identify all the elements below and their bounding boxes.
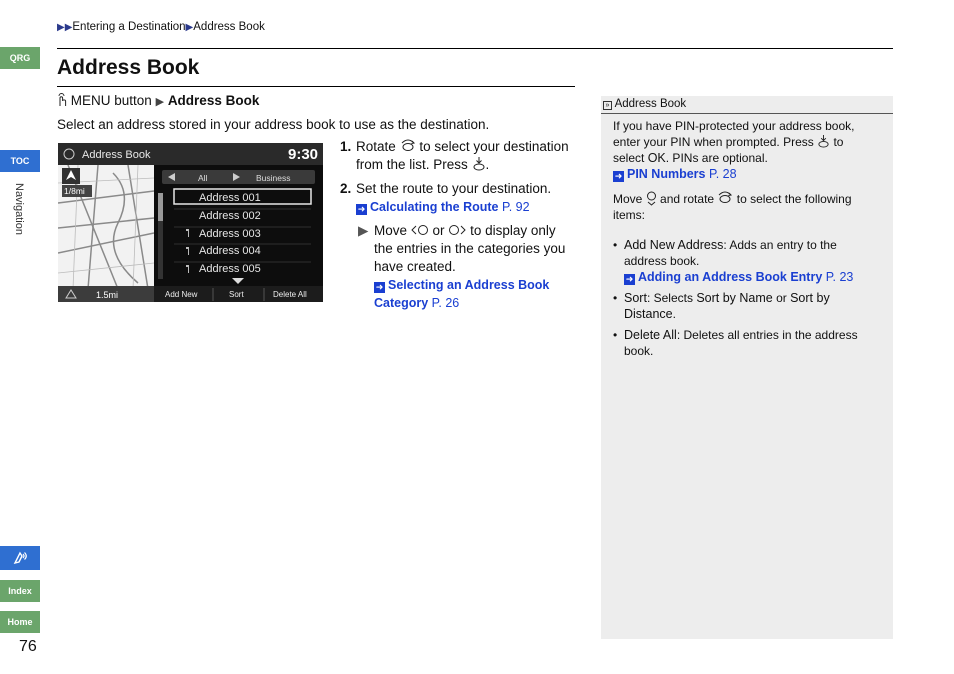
page-title: Address Book — [57, 56, 200, 79]
link-page[interactable]: P. 92 — [501, 200, 530, 214]
link-page[interactable]: P. 28 — [708, 167, 737, 181]
list-item[interactable]: Address 004 — [199, 245, 261, 257]
list-item[interactable]: Address 005 — [199, 263, 261, 275]
notes-title: Address Book — [614, 98, 687, 110]
breadcrumb — [57, 21, 265, 33]
category-all[interactable]: All — [198, 173, 208, 183]
link-page[interactable]: P. 23 — [825, 270, 854, 284]
list-item[interactable]: Address 002 — [199, 210, 261, 222]
interface-dial-icon — [717, 190, 733, 205]
sort-button[interactable]: Sort — [229, 290, 244, 299]
selecting-category-link[interactable] — [374, 278, 549, 310]
home-tab[interactable]: Home — [0, 611, 40, 633]
step-1: 1. Rotate to select your destination from the list. Press . — [340, 139, 569, 172]
note-text: or — [776, 291, 787, 305]
move-right-icon — [448, 224, 466, 236]
link-arrow-icon: ➜ — [375, 282, 384, 292]
step-text: to select your destination from the list. Press — [356, 139, 569, 172]
steps — [340, 138, 576, 312]
calculating-route-link[interactable] — [356, 200, 530, 214]
move-left-icon — [411, 224, 429, 236]
note-text: : Adds an entry to the address book. — [624, 238, 837, 268]
section-label: Navigation — [13, 183, 25, 235]
link-arrow-icon: ➜ — [625, 274, 634, 284]
menu-button-label: MENU button — [70, 93, 152, 108]
category-business[interactable]: Business — [256, 173, 291, 183]
link-text[interactable]: Selecting an Address Book Category — [374, 278, 550, 310]
note-bullet — [613, 327, 875, 359]
step-text: Rotate — [356, 139, 396, 154]
breadcrumb-arrow-icon: ▶▶ — [57, 22, 73, 33]
adding-entry-link[interactable] — [624, 270, 853, 284]
intro-text: Select an address stored in your address book to use as the destination. — [57, 117, 490, 132]
screen-title: Address Book — [82, 149, 151, 161]
breadcrumb-item-2: Address Book — [193, 21, 265, 33]
step-text: or — [432, 223, 445, 238]
step-number: 1. — [340, 139, 352, 154]
link-text[interactable]: Calculating the Route — [370, 200, 499, 214]
note-text: Move — [613, 192, 643, 206]
map-scale-bottom: 1.5mi — [96, 290, 119, 300]
delete-all-button[interactable]: Delete All — [273, 290, 307, 299]
note-text: to select — [613, 135, 844, 165]
bullet-term: Sort — [624, 291, 647, 305]
path-arrow-icon: ▶ — [155, 96, 165, 108]
qrg-tab[interactable]: QRG — [0, 47, 40, 69]
note-text: If you have PIN-protected your address book, enter your PIN when prompted. Press — [613, 119, 855, 149]
note-paragraph — [613, 190, 875, 223]
toc-tab[interactable]: TOC — [0, 150, 40, 172]
step-2 — [340, 180, 576, 216]
interface-dial-icon — [400, 138, 416, 153]
step-number: 2. — [340, 181, 352, 196]
move-down-icon — [646, 191, 657, 206]
link-page[interactable]: P. 26 — [431, 296, 460, 310]
step-2-substep — [340, 222, 576, 312]
press-dial-icon — [472, 156, 486, 171]
note-text: : Deletes all entries in the address book. — [624, 328, 858, 358]
step-text: Set the route to your destination. — [356, 181, 552, 196]
hand-press-icon — [57, 93, 67, 107]
title-divider — [57, 86, 575, 87]
index-tab[interactable]: Index — [0, 580, 40, 602]
press-dial-icon — [817, 134, 830, 148]
map-scale-top: 1/8mi — [64, 186, 85, 196]
bullet-term: Add New Address — [624, 238, 724, 252]
note-text: to select the following items: — [613, 192, 852, 222]
nav-screen-svg — [58, 143, 323, 302]
note-bullet: • Sort: Selects Sort by Name or Sort by Distance. — [613, 290, 875, 322]
note-text: : Selects — [646, 291, 693, 305]
substep-arrow-icon: ▶ — [358, 223, 369, 238]
note-marker-icon: » — [603, 101, 612, 110]
voice-command-icon — [12, 550, 28, 566]
nav-screen — [58, 143, 323, 302]
notes-body — [613, 118, 875, 364]
menu-path-target: Address Book — [167, 93, 260, 108]
bullet-term: Delete All — [624, 328, 677, 342]
breadcrumb-arrow-icon: ▶ — [185, 22, 194, 33]
list-item[interactable]: Address 003 — [199, 228, 261, 240]
sort-option: Sort by Distance — [624, 291, 830, 321]
link-arrow-icon: ➜ — [357, 204, 366, 214]
voice-tab[interactable] — [0, 546, 40, 570]
add-new-button[interactable]: Add New — [165, 290, 198, 299]
link-text[interactable]: Adding an Address Book Entry — [638, 270, 823, 284]
header-divider — [57, 48, 893, 49]
step-text: to display only the entries in the categories you have created. — [374, 223, 566, 274]
link-text[interactable]: PIN Numbers — [627, 167, 706, 181]
breadcrumb-item-1[interactable]: Entering a Destination — [72, 21, 186, 33]
menu-path — [57, 93, 259, 108]
list-item[interactable]: Address 001 — [199, 192, 261, 204]
ok-label: OK — [647, 151, 666, 165]
note-text: and rotate — [660, 192, 715, 206]
screen-clock: 9:30 — [288, 146, 319, 163]
page-number: 76 — [19, 638, 37, 655]
note-bullet — [613, 237, 875, 285]
sort-option: Sort by Name — [696, 291, 773, 305]
note-paragraph — [613, 118, 875, 182]
link-arrow-icon: ➜ — [614, 171, 623, 181]
pin-numbers-link[interactable] — [613, 167, 737, 181]
notes-header — [601, 96, 893, 114]
step-text: Move — [374, 223, 408, 238]
note-text: . PINs are optional. — [665, 151, 768, 165]
